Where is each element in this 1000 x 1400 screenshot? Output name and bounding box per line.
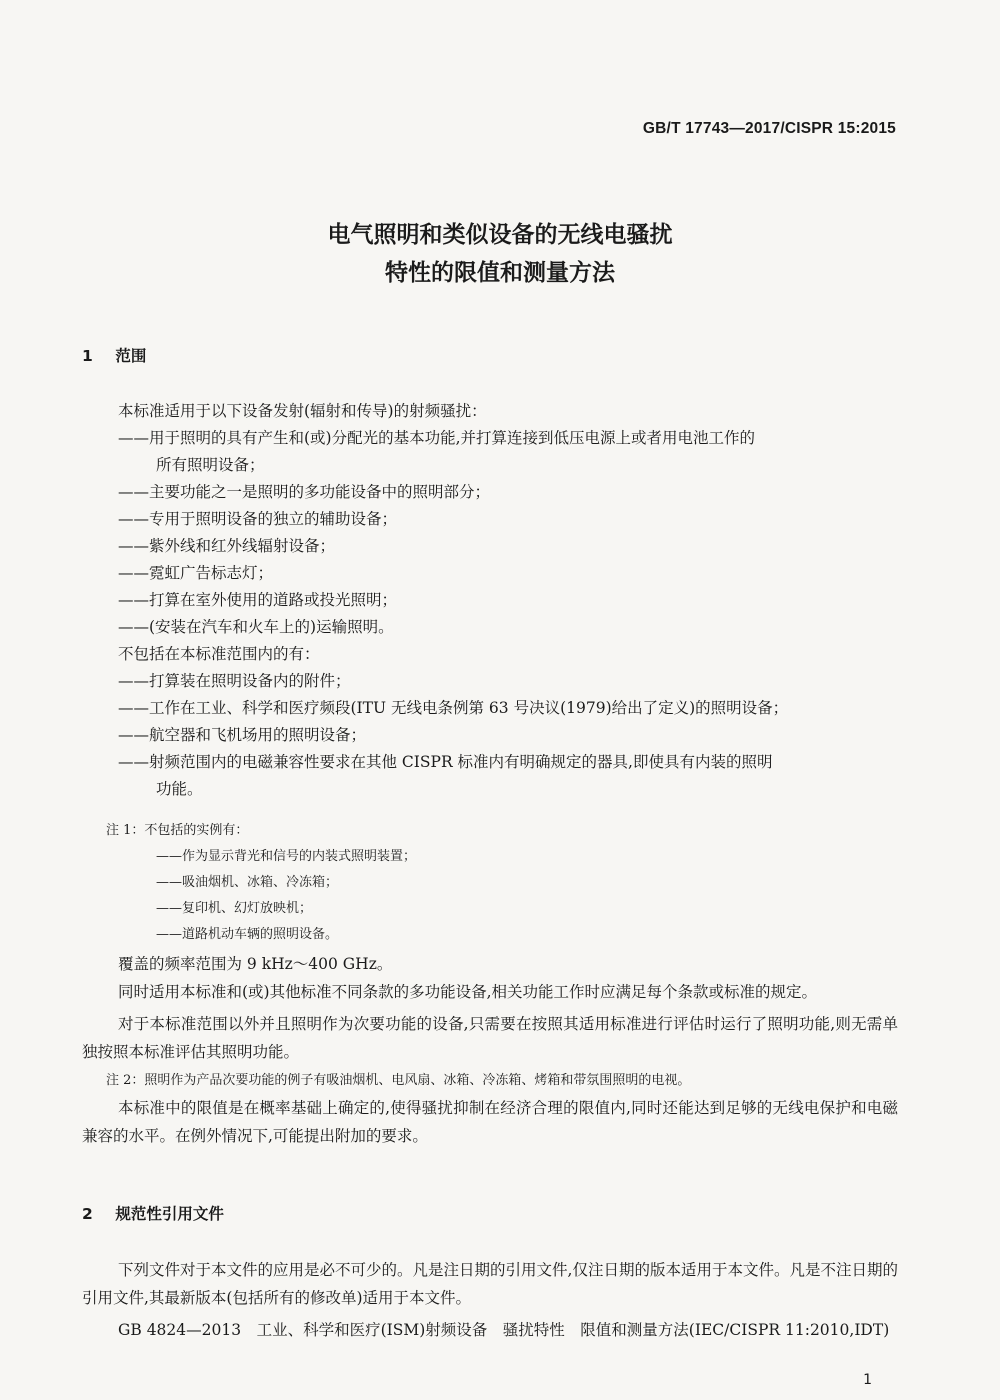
note-1-item: ——吸油烟机、冰箱、冷冻箱； — [156, 875, 339, 890]
scope-list-block — [82, 398, 898, 803]
scope-paragraphs — [82, 951, 898, 1150]
secondary-function-paragraph: 对于本标准范围以外并且照明作为次要功能的设备,只需要在按照其适用标准进行评估时运行了照明功能,则无需单独按照本标准评估其照明功能。 — [82, 1015, 898, 1061]
standard-code: GB/T 17743—2017/CISPR 15:2015 — [642, 120, 896, 137]
section-2-heading — [82, 1202, 224, 1224]
page-number: 1 — [863, 1372, 872, 1388]
title-line-2: 特性的限值和测量方法 — [385, 260, 615, 286]
exclusion-item: ——航空器和飞机场用的照明设备； — [118, 726, 367, 744]
scope-item: ——(安装在汽车和火车上的)运输照明。 — [118, 618, 394, 636]
section-1-number: 1 — [82, 347, 93, 365]
scope-item: ——用于照明的具有产生和(或)分配光的基本功能,并打算连接到低压电源上或者用电池工作的 — [118, 429, 756, 447]
note-1-item: ——道路机动车辆的照明设备。 — [156, 927, 339, 942]
scope-intro: 本标准适用于以下设备发射(辐射和传导)的射频骚扰： — [118, 402, 487, 420]
note-2: 注 2：照明作为产品次要功能的例子有吸油烟机、电风扇、冰箱、冷冻箱、烤箱和带氛围照明的电视。 — [106, 1073, 691, 1088]
limits-paragraph: 本标准中的限值是在概率基础上确定的,使得骚扰抑制在经济合理的限值内,同时还能达到足够的无线电保护和电磁兼容的水平。在例外情况下,可能提出附加的要求。 — [82, 1099, 898, 1145]
scope-item: ——紫外线和红外线辐射设备； — [118, 537, 336, 555]
note-1-block — [82, 818, 898, 948]
exclusion-item: ——打算装在照明设备内的附件； — [118, 672, 351, 690]
note-1-item: ——复印机、幻灯放映机； — [156, 901, 313, 916]
section-2-title: 规范性引用文件 — [115, 1205, 224, 1223]
section-1-heading — [82, 344, 146, 366]
scope-item: ——霓虹广告标志灯； — [118, 564, 274, 582]
exclusion-intro: 不包括在本标准范围内的有： — [118, 645, 320, 663]
note-1-title: 注 1：不包括的实例有： — [106, 823, 249, 838]
note-1-item: ——作为显示背光和信号的内装式照明装置； — [156, 849, 417, 864]
references-intro-paragraph: 下列文件对于本文件的应用是必不可少的。凡是注日期的引用文件,仅注日期的版本适用于本文件。凡是不注日期的引用文件,其最新版本(包括所有的修改单)适用于本文件。 — [82, 1261, 898, 1307]
multi-function-paragraph: 同时适用本标准和(或)其他标准不同条款的多功能设备,相关功能工作时应满足每个条款或标准的规定。 — [118, 983, 818, 1001]
frequency-range: 覆盖的频率范围为 9 kHz～400 GHz。 — [118, 955, 393, 973]
exclusion-item-continued: 功能。 — [156, 780, 203, 798]
exclusion-item: ——工作在工业、科学和医疗频段(ITU 无线电条例第 63 号决议(1979)给出了定义)的照明设备； — [118, 699, 789, 717]
title-line-1: 电气照明和类似设备的无线电骚扰 — [327, 222, 673, 248]
reference-entry: GB 4824—2013 工业、科学和医疗(ISM)射频设备 骚扰特性 限值和测量方法(IEC/CISPR 11:2010,IDT) — [118, 1321, 890, 1339]
scope-item: ——专用于照明设备的独立的辅助设备； — [118, 510, 398, 528]
scope-item: ——打算在室外使用的道路或投光照明； — [118, 591, 398, 609]
section-1-title: 范围 — [115, 347, 147, 365]
exclusion-item: ——射频范围内的电磁兼容性要求在其他 CISPR 标准内有明确规定的器具,即使具有内装的照明 — [118, 753, 773, 771]
scope-item: ——主要功能之一是照明的多功能设备中的照明部分； — [118, 483, 491, 501]
document-title — [0, 216, 1000, 292]
references-block — [82, 1256, 898, 1344]
scope-item-continued: 所有照明设备； — [156, 456, 265, 474]
section-2-number: 2 — [82, 1205, 93, 1223]
